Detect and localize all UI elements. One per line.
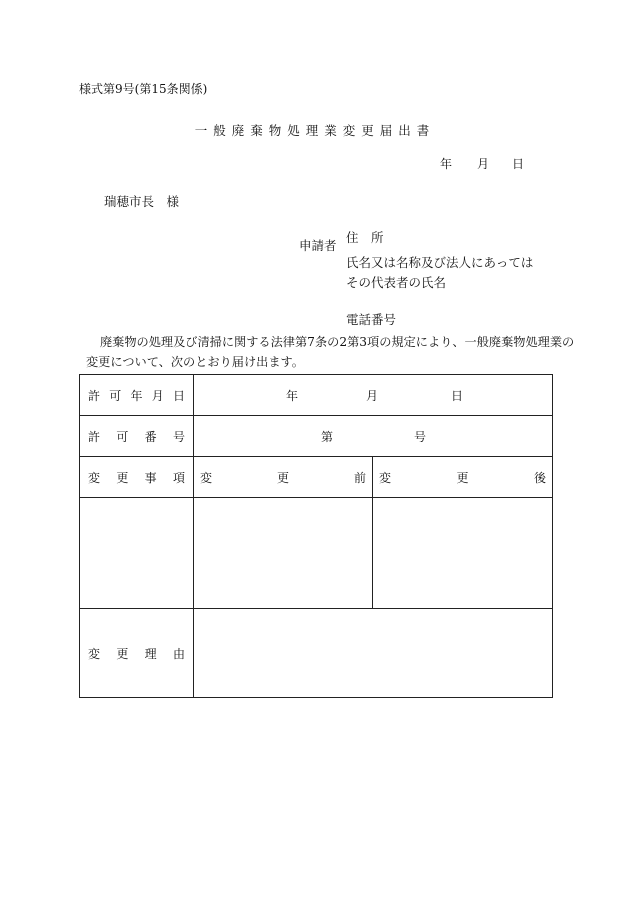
- after-change-field[interactable]: [373, 498, 553, 609]
- permit-year-label: 年: [286, 389, 299, 403]
- header-char: 更: [456, 470, 469, 485]
- label-char: 由: [172, 646, 185, 661]
- document-title: 一般廃棄物処理業変更届出書: [194, 123, 436, 138]
- after-change-header: [373, 457, 553, 498]
- permit-day-label: 日: [451, 389, 464, 403]
- permit-number-row: [80, 416, 553, 457]
- permit-date-row: [80, 375, 553, 416]
- permit-number-label-cell: [80, 416, 194, 457]
- before-change-header: [194, 457, 373, 498]
- change-form-table: [79, 374, 553, 698]
- address-label: 住 所: [346, 230, 384, 245]
- permit-date-label-cell: [80, 375, 194, 416]
- label-char: 可: [109, 388, 122, 403]
- permit-number-prefix: 第: [321, 430, 334, 444]
- label-char: 月: [151, 388, 164, 403]
- header-char: 変: [200, 470, 213, 485]
- change-items-content-row: [80, 498, 553, 609]
- applicant-label: 申請者: [299, 238, 337, 253]
- label-char: 番: [144, 429, 157, 444]
- date-year-label: 年: [440, 157, 453, 171]
- label-char: 号: [172, 429, 185, 444]
- form-number: 様式第9号(第15条関係): [79, 82, 208, 96]
- body-text: [86, 332, 575, 372]
- label-char: 項: [172, 470, 185, 485]
- label-char: 理: [144, 646, 157, 661]
- permit-number-label: [80, 428, 193, 445]
- change-items-label: [80, 469, 193, 486]
- change-reason-label-cell: [80, 609, 194, 698]
- label-char: 許: [88, 388, 101, 403]
- label-char: 日: [172, 388, 185, 403]
- header-char: 前: [353, 470, 366, 485]
- header-char: 変: [379, 470, 392, 485]
- label-char: 変: [88, 646, 101, 661]
- change-item-field[interactable]: [80, 498, 194, 609]
- label-char: 更: [116, 646, 129, 661]
- addressee: 瑞穂市長 様: [104, 194, 180, 209]
- label-char: 可: [116, 429, 129, 444]
- label-char: 更: [116, 470, 129, 485]
- phone-label: 電話番号: [346, 312, 397, 327]
- date-day-label: 日: [512, 157, 525, 171]
- date-month-label: 月: [477, 157, 490, 171]
- before-change-field[interactable]: [194, 498, 373, 609]
- body-line-2: 変更について、次のとおり届け出ます。: [86, 355, 304, 369]
- permit-date-label: [80, 387, 193, 404]
- change-reason-row: [80, 609, 553, 698]
- change-items-header-row: [80, 457, 553, 498]
- change-reason-field[interactable]: [194, 609, 553, 698]
- permit-number-field[interactable]: [194, 416, 553, 457]
- label-char: 年: [130, 388, 143, 403]
- label-char: 許: [88, 429, 101, 444]
- change-reason-label: [80, 645, 193, 662]
- permit-month-label: 月: [366, 389, 379, 403]
- header-char: 後: [533, 470, 546, 485]
- name-label-line1: 氏名又は名称及び法人にあっては: [346, 255, 534, 270]
- label-char: 事: [144, 470, 157, 485]
- body-line-1: 廃棄物の処理及び清掃に関する法律第7条の2第3項の規定により、一般廃棄物処理業の: [100, 335, 575, 349]
- permit-number-suffix: 号: [414, 430, 427, 444]
- permit-date-field[interactable]: [194, 375, 553, 416]
- label-char: 変: [88, 470, 101, 485]
- change-items-label-cell: [80, 457, 194, 498]
- header-char: 更: [276, 470, 289, 485]
- name-label-line2: その代表者の氏名: [346, 275, 447, 290]
